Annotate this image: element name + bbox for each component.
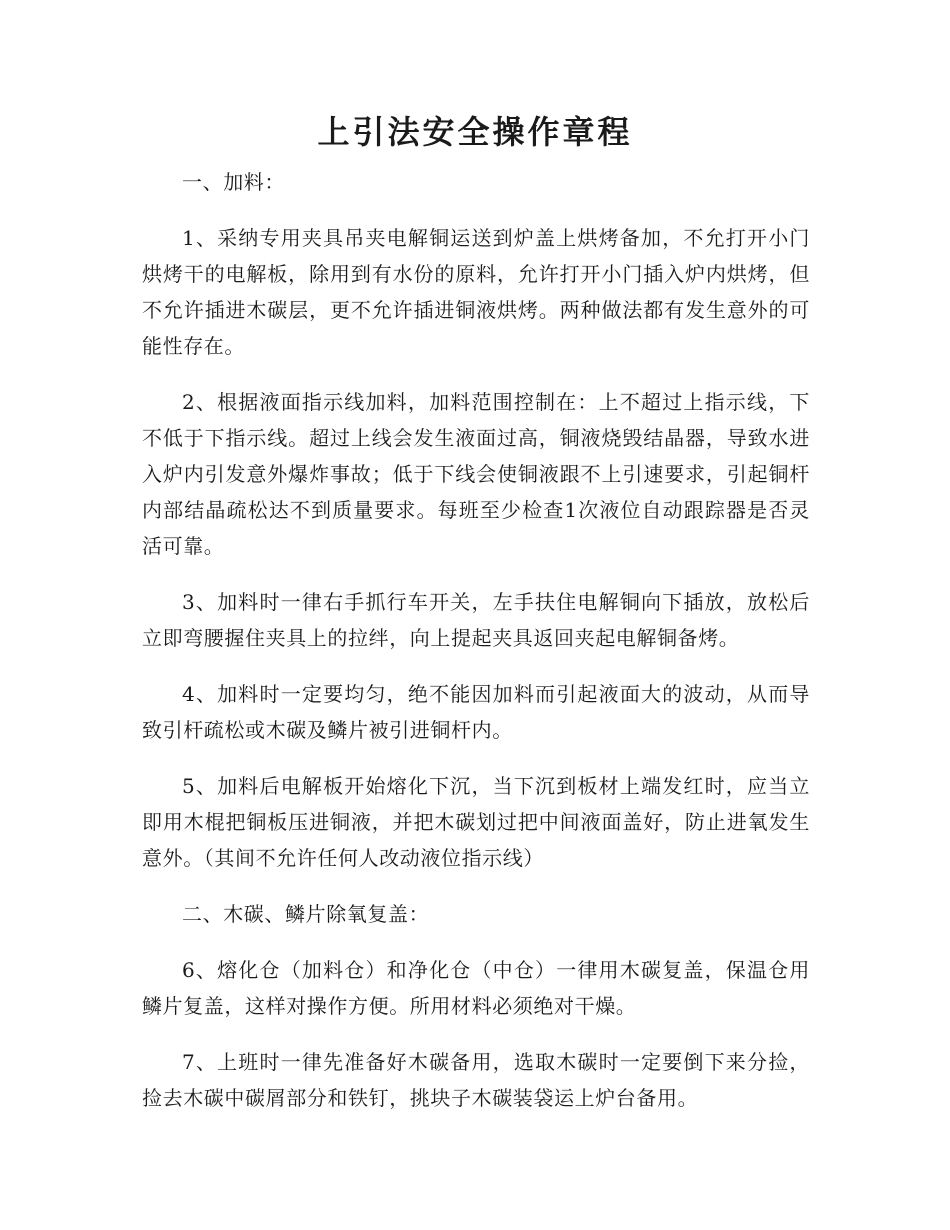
- paragraph-5: 5、加料后电解板开始熔化下沉，当下沉到板材上端发红时，应当立即用木棍把铜板压进铜液，并把木碳划过把中间液面盖好，防止进氧发生意外。（其间不允许任何人改动液位指示线）: [142, 774, 810, 870]
- paragraph-4: 4、加料时一定要均匀，绝不能因加料而引起液面大的波动，从而导致引杆疏松或木碳及鳞片被引进铜杆内。: [142, 682, 810, 742]
- paragraph-1: 1、采纳专用夹具吊夹电解铜运送到炉盖上烘烤备加，不允打开小门烘烤干的电解板，除用到有水份的原料，允许打开小门插入炉内烘烤，但不允许插进木碳层，更不允许插进铜液烘烤。两种做法都有发生意外的可能性存在。: [142, 226, 810, 358]
- document-title: 上引法安全操作章程: [317, 113, 633, 151]
- section-heading-1: 一、加料：: [182, 170, 285, 194]
- paragraph-6: 6、熔化仓（加料仓）和净化仓（中仓）一律用木碳复盖，保温仓用鳞片复盖，这样对操作方便。所用材料必须绝对干燥。: [142, 958, 810, 1018]
- paragraph-7: 7、上班时一律先准备好木碳备用，选取木碳时一定要倒下来分捡，捡去木碳中碳屑部分和铁钉，挑块子木碳装袋运上炉台备用。: [142, 1050, 810, 1110]
- section-heading-2: 二、木碳、鳞片除氧复盖：: [182, 902, 430, 926]
- paragraph-3: 3、加料时一律右手抓行车开关，左手扶住电解铜向下插放，放松后立即弯腰握住夹具上的拉绊，向上提起夹具返回夹起电解铜备烤。: [142, 590, 810, 650]
- paragraph-2: 2、根据液面指示线加料，加料范围控制在：上不超过上指示线，下不低于下指示线。超过上线会发生液面过高，铜液烧毁结晶器，导致水进入炉内引发意外爆炸事故；低于下线会使铜液跟不上引速要求，引起铜杆内部结晶疏松达不到质量要求。每班至少检查1次液位自动跟踪器是否灵活可靠。: [142, 390, 810, 558]
- document-body: [142, 164, 810, 1136]
